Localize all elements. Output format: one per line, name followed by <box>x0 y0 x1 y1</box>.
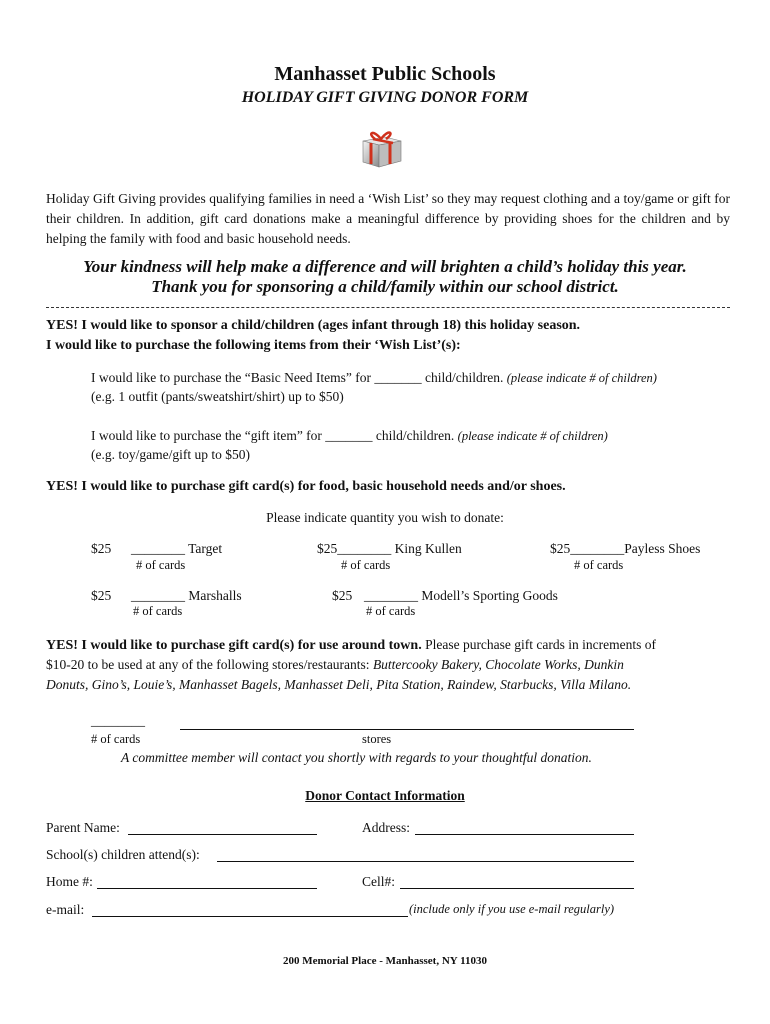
payless-blank: $25________Payless Shoes <box>550 541 701 556</box>
email-field[interactable] <box>92 916 408 917</box>
king-kullen-blank: $25________ King Kullen <box>317 541 462 556</box>
cards-label: # of cards <box>133 604 183 618</box>
intro-paragraph: Holiday Gift Giving provides qualifying families in need a ‘Wish List’ so they may request clothing and a toy/game or gift for their children. In addition, gift card donations make a meaningful difference by providing shoes for the children and by helping the family with food and basic household needs. <box>46 191 730 246</box>
giftcard-heading: YES! I would like to purchase gift card(s) for food, basic household needs and/or shoes. <box>46 479 566 494</box>
town-stores-list-b: Donuts, Gino’s, Louie’s, Manhasset Bagels, Manhasset Deli, Pita Station, Raindew, Starbucks, Villa Milano. <box>46 677 632 692</box>
address-field[interactable] <box>415 834 634 835</box>
modells-blank: ________ Modell’s Sporting Goods <box>364 588 558 603</box>
cell-label: Cell#: <box>362 874 395 889</box>
town-increments: Please purchase gift cards in increments of <box>425 637 656 652</box>
parent-name-label: Parent Name: <box>46 820 120 835</box>
target-amount: $25 <box>91 541 112 556</box>
dashed-divider <box>46 307 730 308</box>
committee-note: A committee member will contact you shortly with regards to your thoughtful donation. <box>121 750 592 765</box>
basic-needs-note: (please indicate # of children) <box>506 371 657 385</box>
footer-address: 200 Memorial Place - Manhasset, NY 11030 <box>283 955 487 967</box>
cell-phone-field[interactable] <box>400 888 634 889</box>
town-stores-intro: $10-20 to be used at any of the following stores/restaurants: <box>46 657 370 672</box>
kindness-line-1: Your kindness will help make a difference and will brighten a child’s holiday this year. <box>83 257 687 276</box>
gift-box-icon <box>359 127 405 169</box>
cards-label: # of cards <box>341 558 391 572</box>
basic-needs-example: (e.g. 1 outfit (pants/sweatshirt/shirt) up to $50) <box>91 389 344 404</box>
basic-needs-text: I would like to purchase the “Basic Need Items” for _______ child/children. <box>91 370 504 385</box>
home-phone-field[interactable] <box>97 888 317 889</box>
sponsor-heading: YES! I would like to sponsor a child/children (ages infant through 18) this holiday season. <box>46 318 581 333</box>
town-heading: YES! I would like to purchase gift card(s) for use around town. <box>46 638 422 653</box>
page-title: Manhasset Public Schools <box>274 63 496 85</box>
gift-item-note: (please indicate # of children) <box>457 429 608 443</box>
cards-label: # of cards <box>366 604 416 618</box>
basic-needs-line <box>91 370 657 386</box>
target-blank: ________ Target <box>131 541 223 556</box>
wishlist-heading: I would like to purchase the following items from their ‘Wish List’(s): <box>46 338 461 353</box>
schools-field[interactable] <box>217 861 634 862</box>
marshalls-amount: $25 <box>91 588 112 603</box>
address-label: Address: <box>362 820 410 835</box>
form-subtitle: HOLIDAY GIFT GIVING DONOR FORM <box>241 89 529 106</box>
contact-heading: Donor Contact Information <box>305 788 465 803</box>
town-stores-list-a: Buttercooky Bakery, Chocolate Works, Dunkin <box>372 657 624 672</box>
email-note: (include only if you use e-mail regularly) <box>409 902 615 916</box>
kindness-line-2: Thank you for sponsoring a child/family within our school district. <box>151 277 619 296</box>
gift-item-example: (e.g. toy/game/gift up to $50) <box>91 447 250 462</box>
marshalls-blank: ________ Marshalls <box>131 588 242 603</box>
parent-name-field[interactable] <box>128 834 317 835</box>
email-label: e-mail: <box>46 902 85 917</box>
stores-label: stores <box>362 732 392 746</box>
stores-line[interactable] <box>180 729 634 730</box>
town-cards-blank: ________ <box>91 713 145 728</box>
quantity-prompt: Please indicate quantity you wish to donate: <box>266 510 504 525</box>
schools-label: School(s) children attend(s): <box>46 847 200 862</box>
gift-item-text: I would like to purchase the “gift item” for _______ child/children. <box>91 428 455 443</box>
home-label: Home #: <box>46 874 93 889</box>
town-line-1 <box>46 637 656 654</box>
cards-label: # of cards <box>574 558 624 572</box>
town-cards-label: # of cards <box>91 732 141 746</box>
town-line-2 <box>46 657 624 673</box>
gift-item-line <box>91 428 608 444</box>
modells-amount: $25 <box>332 588 353 603</box>
cards-label: # of cards <box>136 558 186 572</box>
